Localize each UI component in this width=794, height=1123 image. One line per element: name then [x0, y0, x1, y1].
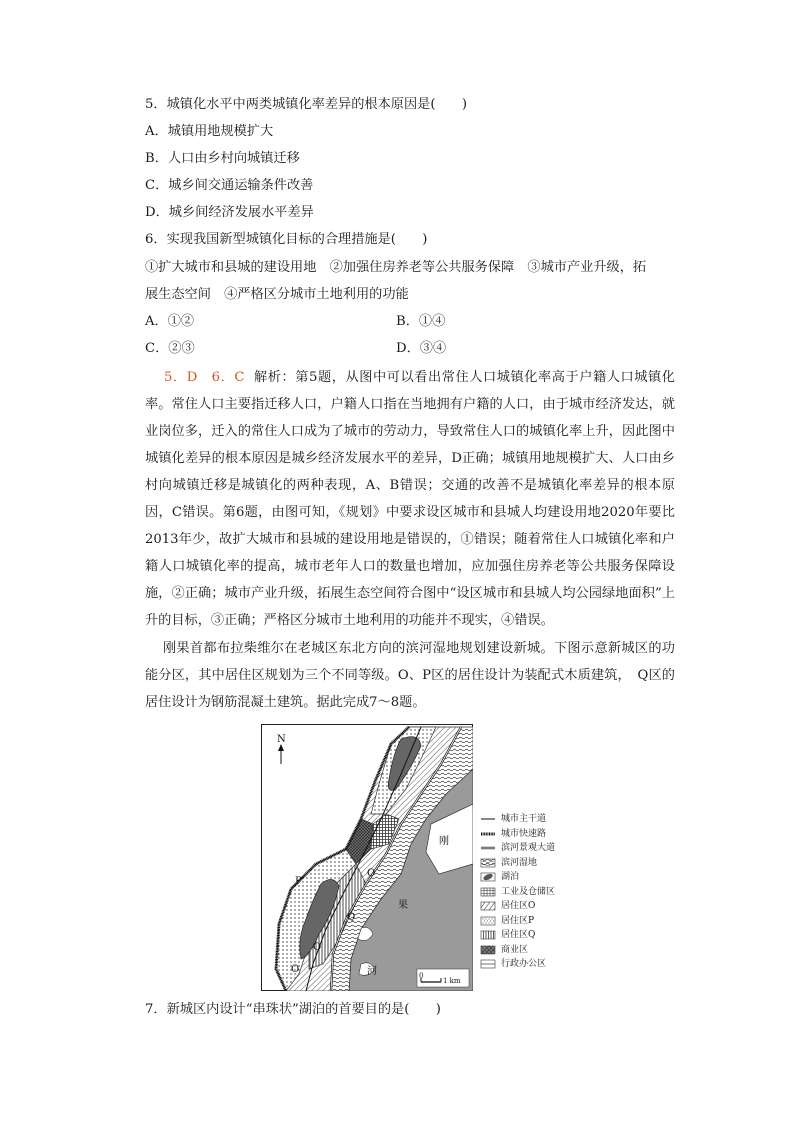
intro-text: 刚果首都布拉柴维尔在老城区东北方向的滨河湿地规划建设新城。下图示意新城区的功能分区，其中居住区规划为三个不同等级。O、P区的居住设计为装配式木质建筑， Q区的居住设计为钢筋混凝土建筑。据此完成7～8题。	[145, 641, 675, 710]
legend-item-residential-o	[480, 899, 600, 914]
legend-item-riverside-avenue	[480, 841, 600, 856]
q7-8-intro	[145, 635, 675, 716]
scale-zero: 0	[419, 972, 424, 980]
q7-stem: 7．新城区内设计“串珠状”湖泊的首要目的是( )	[145, 1002, 441, 1017]
legend-item-residential-p	[480, 914, 600, 929]
q6-statements-line2: 展生态空间 ④严格区分城市土地利用的功能	[145, 287, 409, 302]
legend-item-expressway	[480, 827, 600, 842]
legend-label: 居住区Q	[501, 930, 536, 940]
label-o-south: O	[291, 964, 300, 975]
answer-key: 5．D 6．C	[164, 370, 245, 385]
scale-one-km: 1 km	[443, 977, 461, 985]
label-river-gang: 刚	[439, 836, 449, 847]
legend-label: 城市快速路	[501, 828, 547, 839]
label-o-mid: O	[313, 942, 322, 953]
residential-p-icon	[480, 916, 496, 926]
main-road-icon	[480, 814, 496, 824]
label-river-he: 河	[367, 966, 377, 977]
legend-label: 城市主干道	[501, 814, 547, 824]
expressway-icon	[480, 829, 496, 839]
legend-label: 行政办公区	[501, 959, 547, 969]
legend-item-industrial	[480, 885, 600, 900]
q6-option-b: B．①④	[396, 314, 446, 329]
north-label: N	[277, 734, 286, 745]
q5-option-a: A．城镇用地规模扩大	[145, 124, 274, 139]
map-svg	[261, 724, 473, 991]
q5-option-b: B．人口由乡村向城镇迁移	[145, 151, 300, 166]
residential-q-icon	[480, 930, 496, 940]
q5-option-d: D．城乡间经济发展水平差异	[145, 205, 314, 220]
wetland-icon	[480, 858, 496, 868]
legend-item-admin	[480, 957, 600, 972]
legend-label: 商业区	[501, 944, 529, 955]
q5-option-c: C．城乡间交通运输条件改善	[145, 178, 314, 193]
lake-icon	[480, 872, 496, 882]
legend-item-residential-q	[480, 928, 600, 943]
industrial-icon	[480, 887, 496, 897]
legend-item-wetland	[480, 856, 600, 871]
new-city-map	[261, 724, 473, 991]
legend-item-lake	[480, 870, 600, 885]
legend-label: 工业及仓储区	[501, 886, 556, 897]
label-o-north: O	[367, 868, 376, 879]
riverside-avenue-icon	[480, 843, 496, 853]
legend-label: 居住区P	[501, 915, 535, 926]
q6-option-a: A．①②	[145, 314, 195, 329]
label-q: Q	[347, 912, 356, 923]
commercial-icon	[480, 945, 496, 955]
legend-label: 居住区O	[501, 901, 536, 911]
map-legend	[480, 812, 600, 972]
admin-icon	[480, 959, 496, 969]
legend-item-main-road	[480, 812, 600, 827]
q6-option-c: C．②③	[145, 341, 195, 356]
label-p: P	[295, 876, 302, 887]
legend-label: 湖泊	[501, 872, 520, 882]
residential-o-icon	[480, 901, 496, 911]
q5-stem: 5．城镇化水平中两类城镇化率差异的根本原因是( )	[145, 97, 467, 112]
q6-option-d: D．③④	[396, 341, 447, 356]
q6-statements-line1: ①扩大城市和县城的建设用地 ②加强住房养老等公共服务保障 ③城市产业升级，拓	[145, 260, 647, 275]
label-river-guo: 果	[398, 900, 408, 911]
q6-stem: 6．实现我国新型城镇化目标的合理措施是( )	[145, 232, 428, 247]
legend-item-commercial	[480, 943, 600, 958]
legend-label: 滨河湿地	[501, 857, 538, 868]
answer-explanation	[145, 364, 675, 634]
explanation-text: 解析：第5题，从图中可以看出常住人口城镇化率高于户籍人口城镇化率。常住人口主要指迁移人口，户籍人口指在当地拥有户籍的人口，由于城市经济发达，就业岗位多，迁入的常住人口成为了城市的劳动力，导致常住人口的城镇化率上升，因此图中城镇化差异的根本原因是城乡经济发展水平的差异，D正确；城镇用地规模扩大、人口由乡村向城镇迁移是城镇化的两种表现，A、B错误；交通的改善不是城镇化率差异的根本原因，C错误。第6题，由图可知，《规划》中要求设区城市和县城人均建设用地2020年要比2013年少，故扩大城市和县城的建设用地是错误的，①错误；随着常住人口城镇化率和户籍人口城镇化率的提高，城市老年人口的数量也增加，应加强住房养老等公共服务保障设施，②正确；城市产业升级，拓展生态空间符合图中“设区城市和县城人均公园绿地面积”上升的目标，③正确；严格区分城市土地利用的功能并不现实，④错误。	[145, 370, 675, 628]
legend-label: 滨河景观大道	[501, 843, 556, 853]
